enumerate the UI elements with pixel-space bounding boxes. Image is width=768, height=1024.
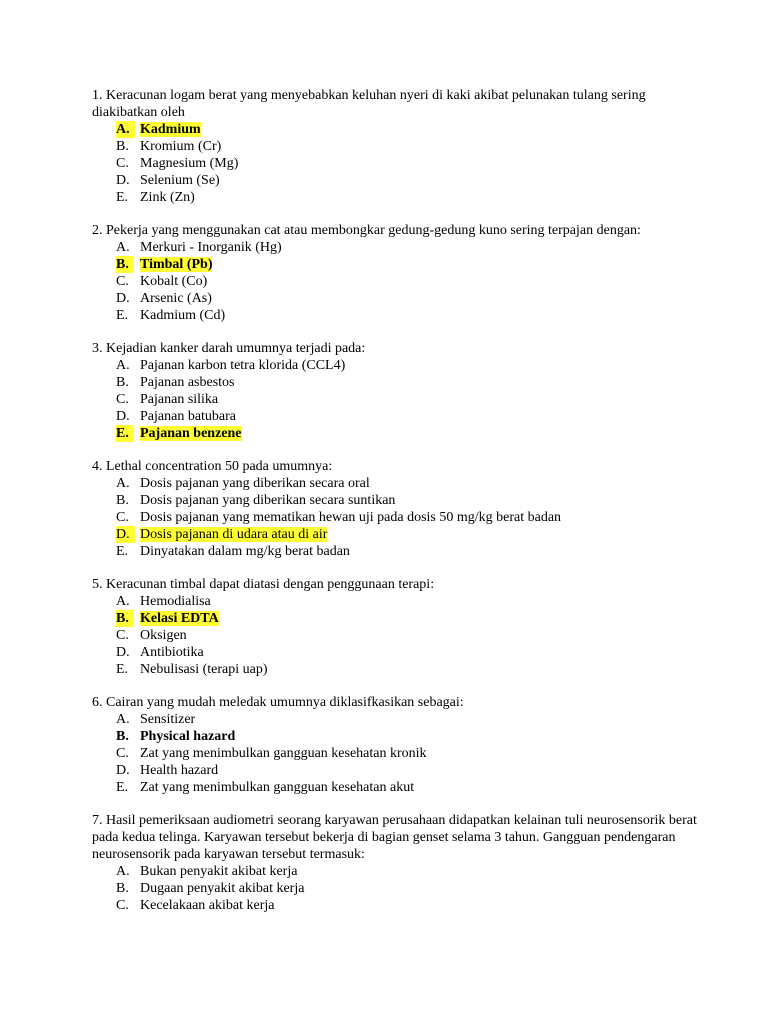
option-a <box>92 239 712 256</box>
option-b <box>92 138 712 155</box>
option-letter: A. <box>116 358 130 373</box>
document-page <box>92 87 712 930</box>
option-c <box>92 745 712 762</box>
option-a <box>92 711 712 728</box>
question-text: 2. Pekerja yang menggunakan cat atau membongkar gedung-gedung kuno sering terpajan dengan: <box>92 223 641 238</box>
option-letter: A. <box>116 594 130 609</box>
option-list <box>92 239 712 324</box>
option-b <box>92 374 712 391</box>
option-letter: C. <box>116 510 129 525</box>
option-text: Selenium (Se) <box>140 173 220 188</box>
option-text: Kadmium <box>140 122 201 137</box>
option-text: Pajanan benzene <box>140 426 242 441</box>
option-list <box>92 475 712 560</box>
option-text: Sensitizer <box>140 712 196 727</box>
option-a <box>92 475 712 492</box>
option-letter: C. <box>116 274 129 289</box>
question-4 <box>92 458 712 560</box>
option-text: Merkuri - Inorganik (Hg) <box>140 240 282 255</box>
question-text: 6. Cairan yang mudah meledak umumnya diklasifkasikan sebagai: <box>92 695 464 710</box>
option-letter: B. <box>116 139 129 154</box>
option-letter: E. <box>116 780 129 795</box>
option-text: Dosis pajanan yang diberikan secara oral <box>140 476 370 491</box>
option-text: Dosis pajanan yang mematikan hewan uji pada dosis 50 mg/kg berat badan <box>140 510 562 525</box>
option-list <box>92 357 712 442</box>
option-text: Arsenic (As) <box>140 291 212 306</box>
option-text: Zat yang menimbulkan gangguan kesehatan akut <box>140 780 415 795</box>
option-text: Physical hazard <box>140 729 236 744</box>
option-e <box>92 661 712 678</box>
option-text: Dinyatakan dalam mg/kg berat badan <box>140 544 350 559</box>
option-letter: B. <box>116 375 129 390</box>
option-c <box>92 897 712 914</box>
question-7 <box>92 812 712 914</box>
option-letter: D. <box>116 526 135 543</box>
option-list <box>92 863 712 914</box>
option-b-answer <box>92 610 712 627</box>
option-text: Pajanan batubara <box>140 409 237 424</box>
option-text: Nebulisasi (terapi uap) <box>140 662 268 677</box>
option-text: Dugaan penyakit akibat kerja <box>140 881 305 896</box>
option-letter: A. <box>116 864 130 879</box>
question-text: 7. Hasil pemeriksaan audiometri seorang karyawan perusahaan didapatkan kelainan tuli neurosensorik berat pada kedua telinga. Karyawan tersebut bekerja di bagian genset selama 3 tahun. Gangguan pendengaran neurosensorik pada karyawan tersebut termasuk: <box>92 813 697 862</box>
option-text: Zink (Zn) <box>140 190 195 205</box>
option-text: Dosis pajanan yang diberikan secara suntikan <box>140 493 396 508</box>
option-d <box>92 408 712 425</box>
option-letter: A. <box>116 240 130 255</box>
option-list <box>92 593 712 678</box>
option-a-answer <box>92 121 712 138</box>
option-letter: A. <box>116 712 130 727</box>
option-letter: B. <box>116 881 129 896</box>
option-letter: A. <box>116 121 135 138</box>
option-c <box>92 509 712 526</box>
option-text: Pajanan asbestos <box>140 375 235 390</box>
option-letter: A. <box>116 476 130 491</box>
option-b <box>92 492 712 509</box>
option-c <box>92 155 712 172</box>
option-d <box>92 290 712 307</box>
option-text: Magnesium (Mg) <box>140 156 239 171</box>
option-letter: E. <box>116 308 129 323</box>
option-c <box>92 627 712 644</box>
option-letter: B. <box>116 256 134 273</box>
option-letter: D. <box>116 173 130 188</box>
question-6 <box>92 694 712 796</box>
option-text: Kecelakaan akibat kerja <box>140 898 275 913</box>
option-text: Health hazard <box>140 763 219 778</box>
option-letter: D. <box>116 763 130 778</box>
option-e <box>92 189 712 206</box>
option-b-answer <box>92 256 712 273</box>
option-text: Dosis pajanan di udara atau di air <box>140 527 328 542</box>
option-b-answer <box>92 728 712 745</box>
question-text: 3. Kejadian kanker darah umumnya terjadi pada: <box>92 341 366 356</box>
option-text: Pajanan silika <box>140 392 219 407</box>
option-letter: C. <box>116 392 129 407</box>
option-letter: B. <box>116 493 129 508</box>
option-text: Kromium (Cr) <box>140 139 222 154</box>
question-text: 1. Keracunan logam berat yang menyebabkan keluhan nyeri di kaki akibat pelunakan tulang sering diakibatkan oleh <box>92 88 646 120</box>
option-letter: C. <box>116 156 129 171</box>
option-letter: D. <box>116 645 130 660</box>
option-text: Kobalt (Co) <box>140 274 208 289</box>
question-5 <box>92 576 712 678</box>
option-letter: C. <box>116 746 129 761</box>
option-text: Timbal (Pb) <box>140 257 213 272</box>
option-text: Antibiotika <box>140 645 204 660</box>
option-d-answer <box>92 526 712 543</box>
option-c <box>92 273 712 290</box>
option-list <box>92 121 712 206</box>
question-2 <box>92 222 712 324</box>
question-text: 4. Lethal concentration 50 pada umumnya: <box>92 459 333 474</box>
option-d <box>92 762 712 779</box>
option-list <box>92 711 712 796</box>
option-text: Hemodialisa <box>140 594 211 609</box>
option-e <box>92 307 712 324</box>
option-a <box>92 593 712 610</box>
option-letter: B. <box>116 610 134 627</box>
option-e <box>92 543 712 560</box>
option-e-answer <box>92 425 712 442</box>
option-letter: E. <box>116 544 129 559</box>
option-letter: C. <box>116 898 129 913</box>
option-text: Zat yang menimbulkan gangguan kesehatan kronik <box>140 746 427 761</box>
option-text: Pajanan karbon tetra klorida (CCL4) <box>140 358 346 373</box>
option-text: Kadmium (Cd) <box>140 308 226 323</box>
option-a <box>92 357 712 374</box>
question-text: 5. Keracunan timbal dapat diatasi dengan penggunaan terapi: <box>92 577 435 592</box>
question-3 <box>92 340 712 442</box>
option-e <box>92 779 712 796</box>
option-letter: E. <box>116 662 129 677</box>
option-text: Bukan penyakit akibat kerja <box>140 864 298 879</box>
option-text: Oksigen <box>140 628 187 643</box>
option-b <box>92 880 712 897</box>
option-d <box>92 172 712 189</box>
question-1 <box>92 87 712 206</box>
option-d <box>92 644 712 661</box>
option-text: Kelasi EDTA <box>140 611 219 626</box>
option-letter: B. <box>116 729 129 744</box>
option-letter: D. <box>116 409 130 424</box>
option-letter: E. <box>116 190 129 205</box>
option-letter: C. <box>116 628 129 643</box>
option-c <box>92 391 712 408</box>
option-a <box>92 863 712 880</box>
option-letter: D. <box>116 291 130 306</box>
option-letter: E. <box>116 425 134 442</box>
